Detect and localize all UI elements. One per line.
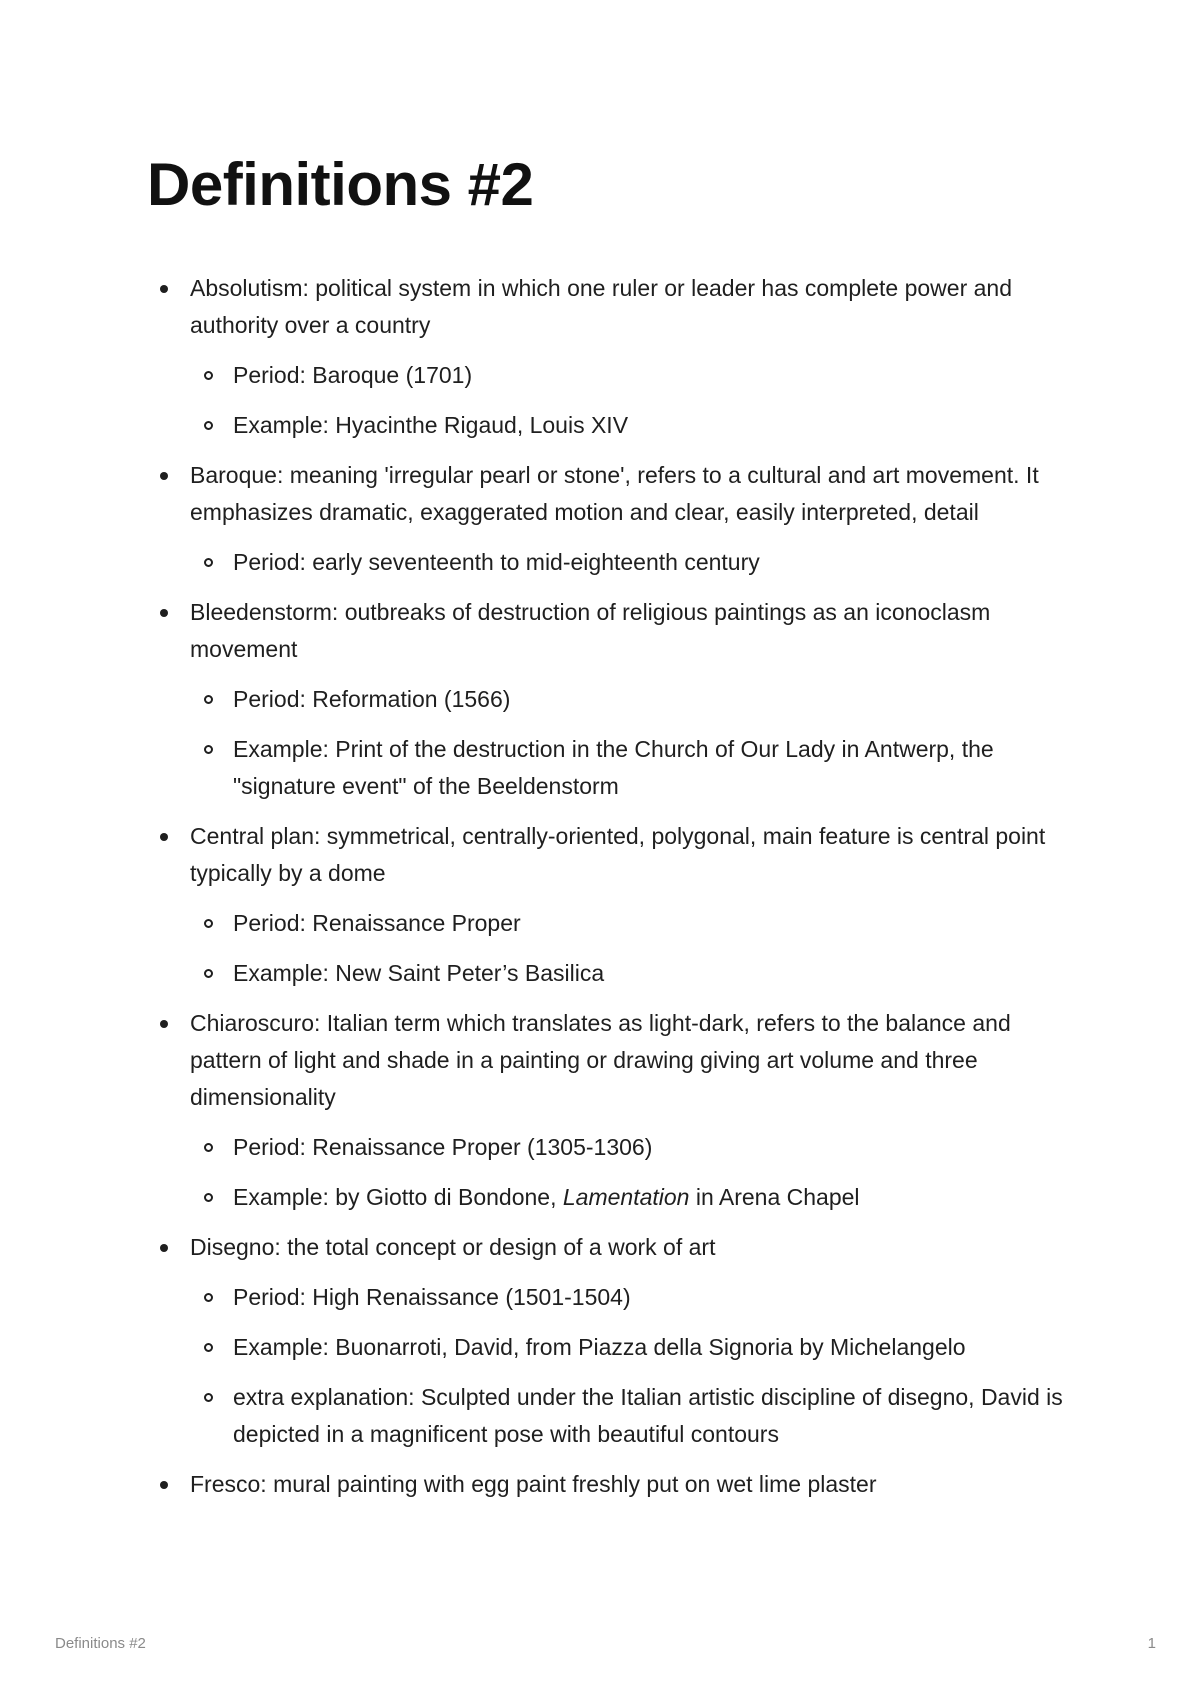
definition-text: Disegno: the total concept or design of a work of art [190,1234,716,1260]
hollow-bullet-icon [204,745,213,754]
bullet-icon [160,1020,168,1028]
detail-text: extra explanation: Sculpted under the Italian artistic discipline of disegno, David is depicted in a magnificent pose with beautiful contours [233,1384,1063,1447]
detail-text: Example: New Saint Peter’s Basilica [233,960,605,986]
definition-details [190,905,1080,992]
detail-text: Period: early seventeenth to mid-eighteenth century [233,549,760,575]
definition-details [190,1279,1080,1453]
detail-text: Period: Baroque (1701) [233,362,473,388]
definition-details [190,357,1080,444]
definitions-list [160,270,1080,1503]
detail-item [190,1379,1080,1453]
hollow-bullet-icon [204,1193,213,1202]
detail-text-prefix: Example: by Giotto di Bondone, [233,1184,563,1210]
footer-page-number: 1 [1147,1635,1156,1652]
detail-text: Period: Reformation (1566) [233,686,511,712]
detail-text: Example: Buonarroti, David, from Piazza della Signoria by Michelangelo [233,1334,966,1360]
definition-item-chiaroscuro [160,1005,1080,1216]
hollow-bullet-icon [204,1343,213,1352]
definition-text: Absolutism: political system in which one ruler or leader has complete power and authority over a country [190,275,1013,338]
detail-item [190,544,1080,581]
detail-item [190,1179,1080,1216]
bullet-icon [160,1481,168,1489]
hollow-bullet-icon [204,1293,213,1302]
detail-item [190,407,1080,444]
bullet-icon [160,472,168,480]
detail-text: Period: High Renaissance (1501-1504) [233,1284,631,1310]
bullet-icon [160,833,168,841]
detail-text: Period: Renaissance Proper [233,910,521,936]
detail-text: Period: Renaissance Proper (1305-1306) [233,1134,653,1160]
detail-item [190,681,1080,718]
bullet-icon [160,1244,168,1252]
definition-item-fresco [160,1466,1080,1503]
bullet-icon [160,285,168,293]
hollow-bullet-icon [204,1393,213,1402]
definition-details [190,544,1080,581]
definition-item-absolutism [160,270,1080,444]
hollow-bullet-icon [204,969,213,978]
definition-item-bleedenstorm [160,594,1080,805]
detail-item [190,731,1080,805]
detail-item [190,1279,1080,1316]
definition-details [190,681,1080,805]
definition-item-central-plan [160,818,1080,992]
hollow-bullet-icon [204,695,213,704]
detail-item [190,905,1080,942]
detail-text: Example: Hyacinthe Rigaud, Louis XIV [233,412,629,438]
detail-item [190,1329,1080,1366]
definition-text: Bleedenstorm: outbreaks of destruction of religious paintings as an iconoclasm movement [190,599,991,662]
definition-text: Central plan: symmetrical, centrally-oriented, polygonal, main feature is central point typically by a dome [190,823,1046,886]
definition-details [190,1129,1080,1216]
bullet-icon [160,609,168,617]
hollow-bullet-icon [204,558,213,567]
definition-item-disegno [160,1229,1080,1453]
detail-item [190,357,1080,394]
detail-text-suffix: in Arena Chapel [689,1184,860,1210]
artwork-title: Lamentation [562,1184,690,1210]
definitions-content [160,270,1080,1516]
footer-document-title: Definitions #2 [55,1635,146,1652]
hollow-bullet-icon [204,371,213,380]
hollow-bullet-icon [204,1143,213,1152]
hollow-bullet-icon [204,919,213,928]
detail-item [190,1129,1080,1166]
page-title: Definitions #2 [147,151,534,218]
definition-text: Chiaroscuro: Italian term which translates as light-dark, refers to the balance and pattern of light and shade in a painting or drawing giving art volume and three dimensionality [190,1010,1011,1110]
detail-text: Example: Print of the destruction in the Church of Our Lady in Antwerp, the "signature event" of the Beeldenstorm [233,736,994,799]
definition-text: Baroque: meaning 'irregular pearl or stone', refers to a cultural and art movement. It emphasizes dramatic, exaggerated motion and clear, easily interpreted, detail [190,462,1039,525]
definition-text: Fresco: mural painting with egg paint freshly put on wet lime plaster [190,1471,877,1497]
hollow-bullet-icon [204,421,213,430]
definition-item-baroque [160,457,1080,581]
detail-item [190,955,1080,992]
